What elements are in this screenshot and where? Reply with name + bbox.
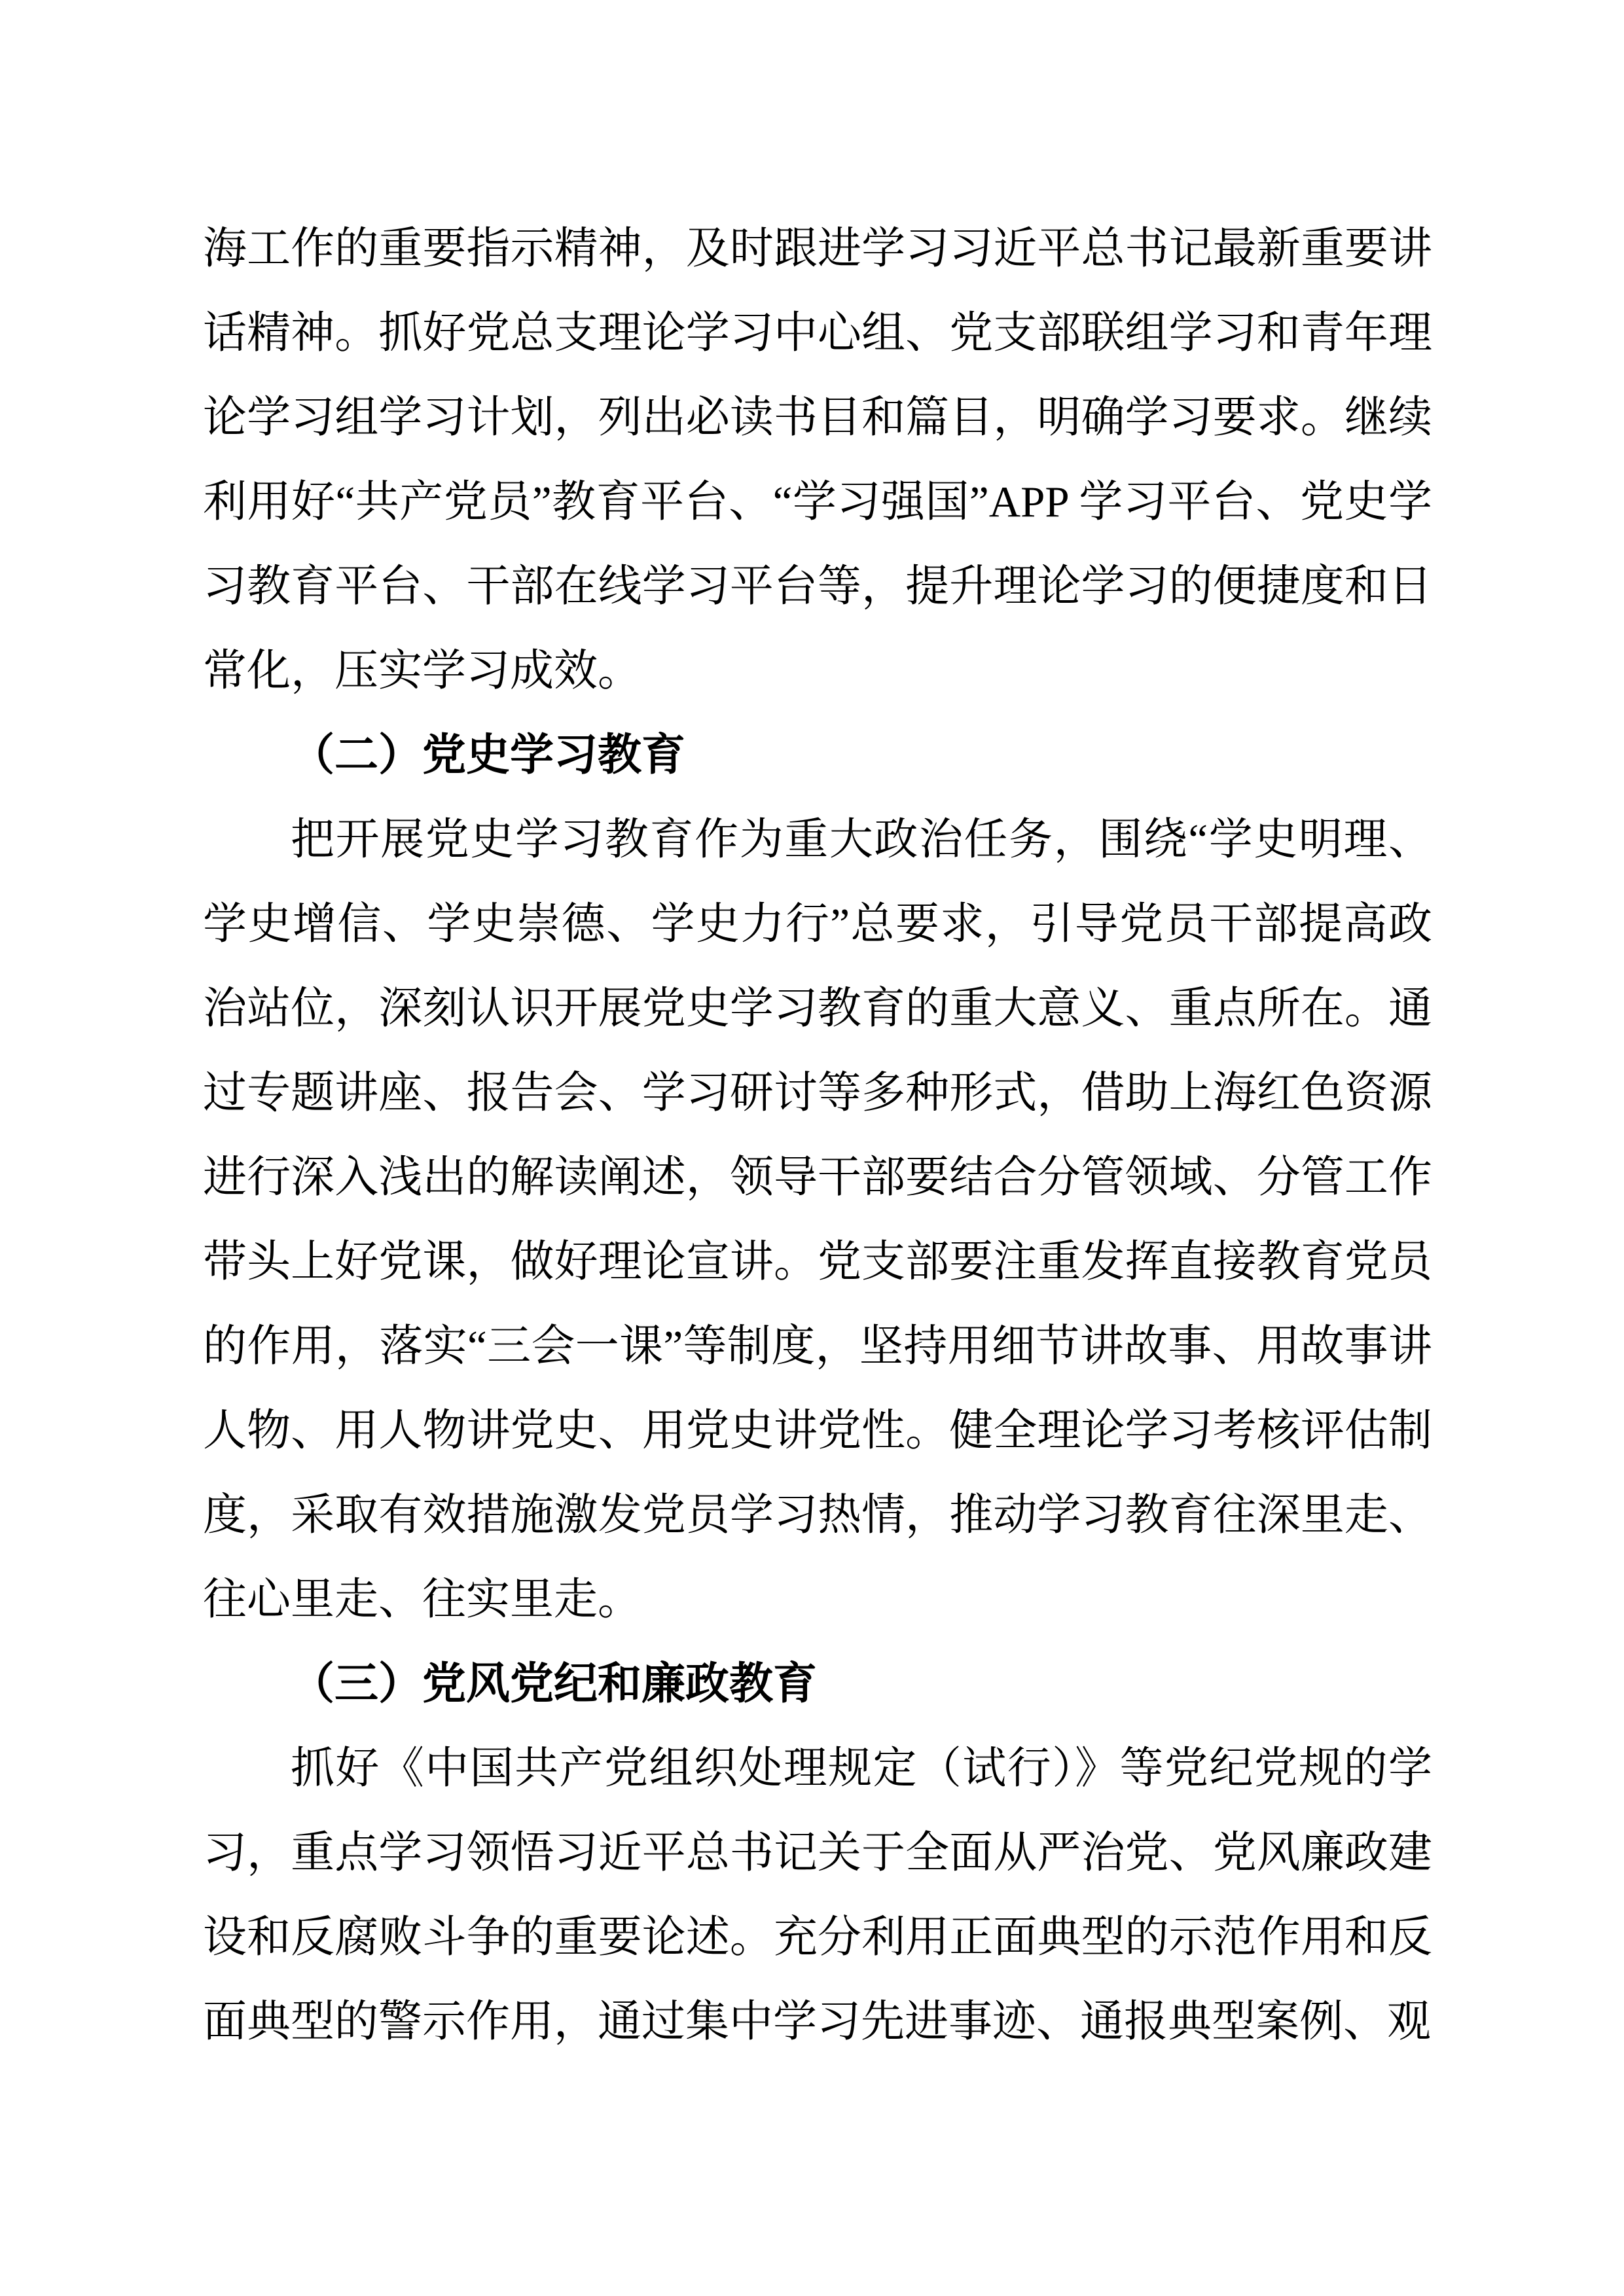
paragraph-theory-learning-continuation: 海工作的重要指示精神，及时跟进学习习近平总书记最新重要讲话精神。抓好党总支理论学习中心组、党支部联组学习和青年理论学习组学习计划，列出必读书目和篇目，明确学习要求。继续利用好“共产党员”教育平台、“学习强国”APP 学习平台、党史学习教育平台、干部在线学习平台等，提升理论学习的便捷度和日常化，压实学习成效。 [203,224,1432,695]
document-text-block [203,207,1432,2064]
paragraph-party-history-education: 把开展党史学习教育作为重大政治任务，围绕“学史明理、学史增信、学史崇德、学史力行”总要求，引导党员干部提高政治站位，深刻认识开展党史学习教育的重大意义、重点所在。通过专题讲座、报告会、学习研讨等多种形式，借助上海红色资源进行深入浅出的解读阐述，领导干部要结合分管领域、分管工作带头上好党课，做好理论宣讲。党支部要注重发挥直接教育党员的作用，落实“三会一课”等制度，坚持用细节讲故事、用故事讲人物、用人物讲党史、用党史讲党性。健全理论学习考核评估制度，采取有效措施激发党员学习热情，推动学习教育往深里走、往心里走、往实里走。 [203,816,1432,1624]
paragraph-discipline-education: 抓好《中国共产党组织处理规定（试行）》等党纪党规的学习，重点学习领悟习近平总书记关于全面从严治党、党风廉政建设和反腐败斗争的重要论述。充分利用正面典型的示范作用和反面典型的警示作用，通过集中学习先进事迹、通报典型案例、观 [203,1744,1432,2046]
section-heading-party-history-education: （二）党史学习教育 [291,731,685,780]
section-heading-conduct-discipline-education: （三）党风党纪和廉政教育 [291,1660,817,1708]
